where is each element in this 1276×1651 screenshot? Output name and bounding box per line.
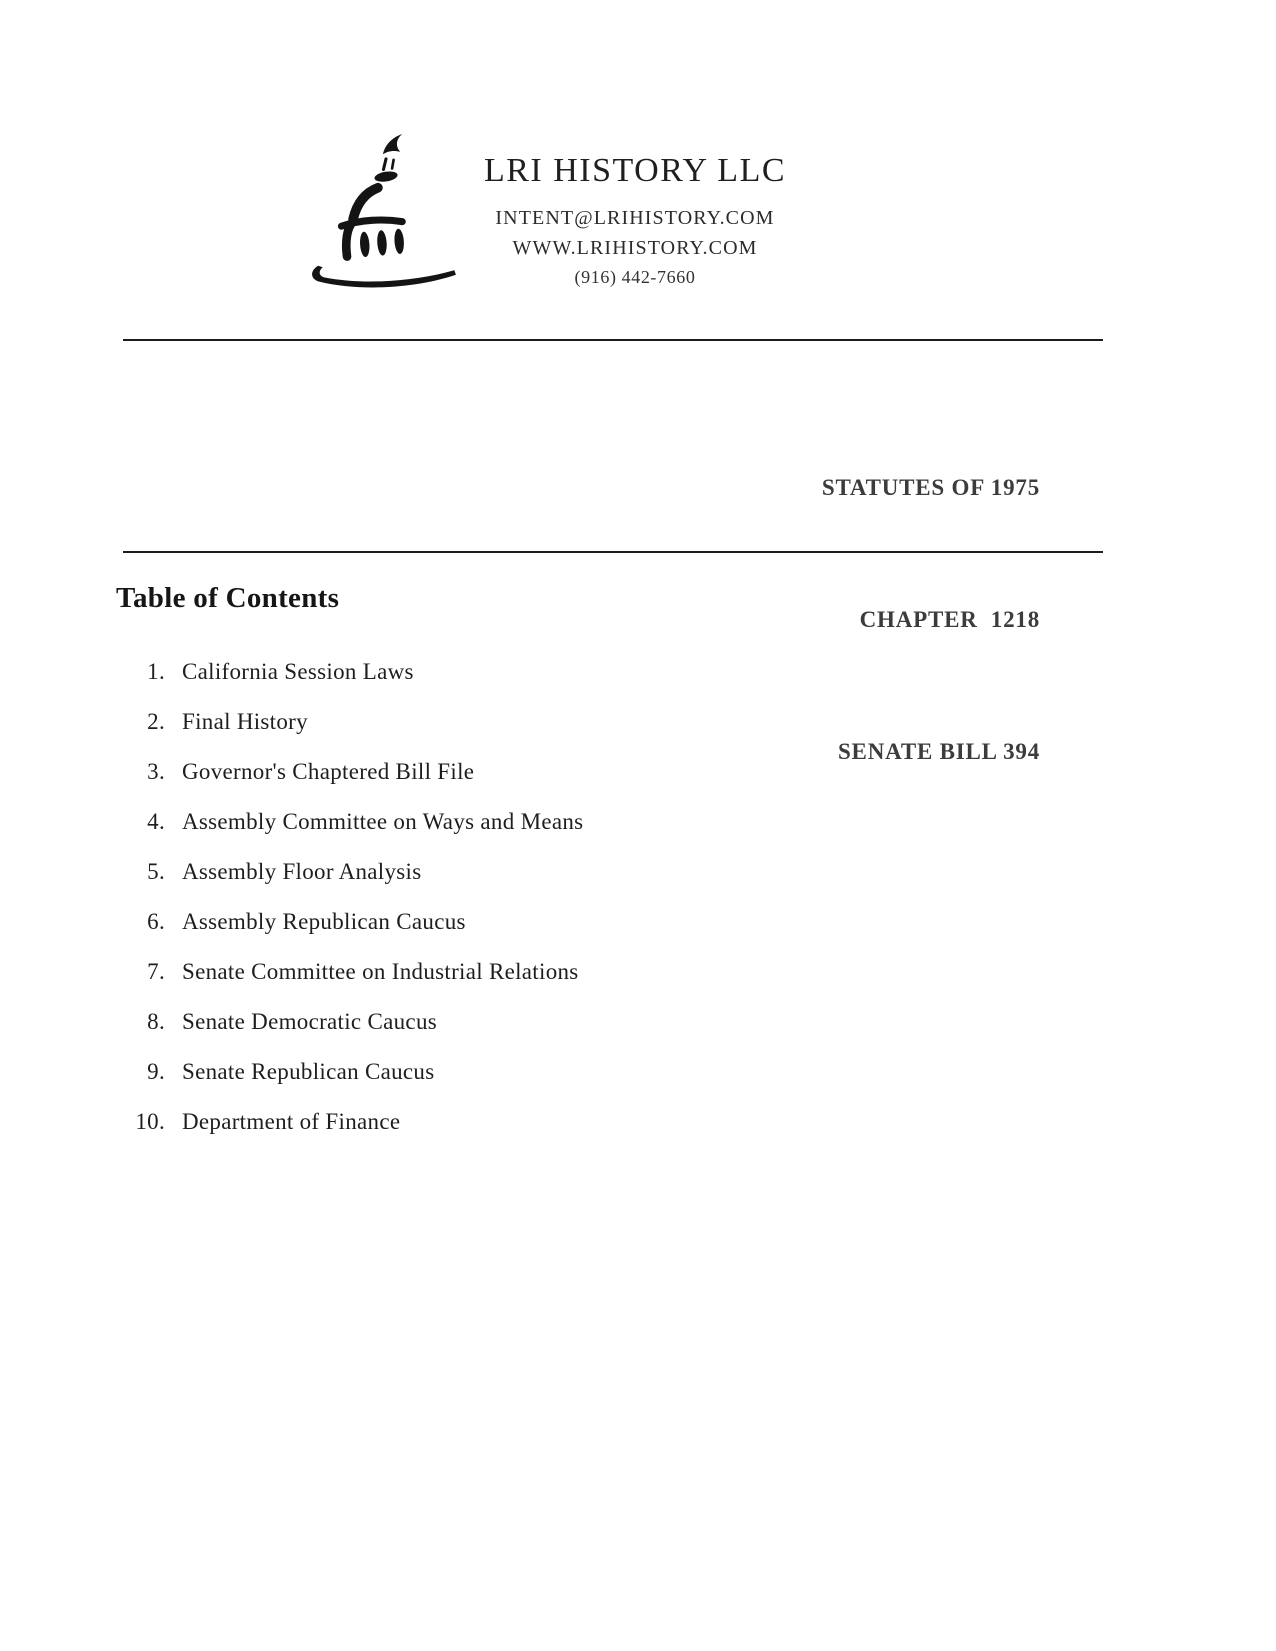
- toc-item-label: Assembly Committee on Ways and Means: [182, 809, 584, 834]
- toc-item: [110, 1097, 583, 1147]
- toc-item-number: 1.: [147, 659, 165, 684]
- toc-item: [110, 697, 583, 747]
- toc-item-label: Department of Finance: [182, 1109, 401, 1134]
- company-email: INTENT@LRIHISTORY.COM: [495, 207, 775, 229]
- toc-item: [110, 947, 583, 997]
- toc-item-number: 6.: [147, 909, 165, 934]
- toc-item-label: Senate Democratic Caucus: [182, 1009, 437, 1034]
- toc-list: [110, 647, 583, 1147]
- divider-line-bottom: [123, 551, 1103, 553]
- toc-item-label: California Session Laws: [182, 659, 414, 684]
- toc-item: [110, 747, 583, 797]
- divider-line-top: [123, 339, 1103, 341]
- toc-item-label: Assembly Floor Analysis: [182, 859, 422, 884]
- company-name: LRI HISTORY LLC: [483, 152, 787, 189]
- toc-heading: Table of Contents: [116, 582, 340, 614]
- toc-item-number: 2.: [147, 709, 165, 734]
- toc-item-number: 7.: [147, 959, 165, 984]
- toc-item-number: 9.: [147, 1059, 165, 1084]
- letterhead: [435, 150, 835, 290]
- toc-item-number: 8.: [147, 1009, 165, 1034]
- company-phone: (916) 442-7660: [574, 267, 696, 287]
- toc-item: [110, 897, 583, 947]
- toc-item-label: Senate Committee on Industrial Relations: [182, 959, 579, 984]
- toc-item: [110, 797, 583, 847]
- toc-item-number: 4.: [147, 809, 165, 834]
- toc-item-number: 10.: [135, 1109, 165, 1134]
- chapter-line: CHAPTER 1218: [859, 607, 1040, 632]
- toc-item-label: Assembly Republican Caucus: [182, 909, 466, 934]
- toc-item: [110, 647, 583, 697]
- statutes-line: STATUTES OF 1975: [821, 475, 1040, 500]
- toc-item-label: Final History: [182, 709, 308, 734]
- toc-item-number: 3.: [147, 759, 165, 784]
- toc-item: [110, 1047, 583, 1097]
- toc-item-number: 5.: [147, 859, 165, 884]
- toc-item: [110, 997, 583, 1047]
- toc-item-label: Governor's Chaptered Bill File: [182, 759, 475, 784]
- company-website: WWW.LRIHISTORY.COM: [512, 237, 758, 259]
- toc-item-label: Senate Republican Caucus: [182, 1059, 435, 1084]
- toc-item: [110, 847, 583, 897]
- statute-title-block: [822, 378, 1040, 862]
- senate-bill-line: SENATE BILL 394: [837, 739, 1040, 764]
